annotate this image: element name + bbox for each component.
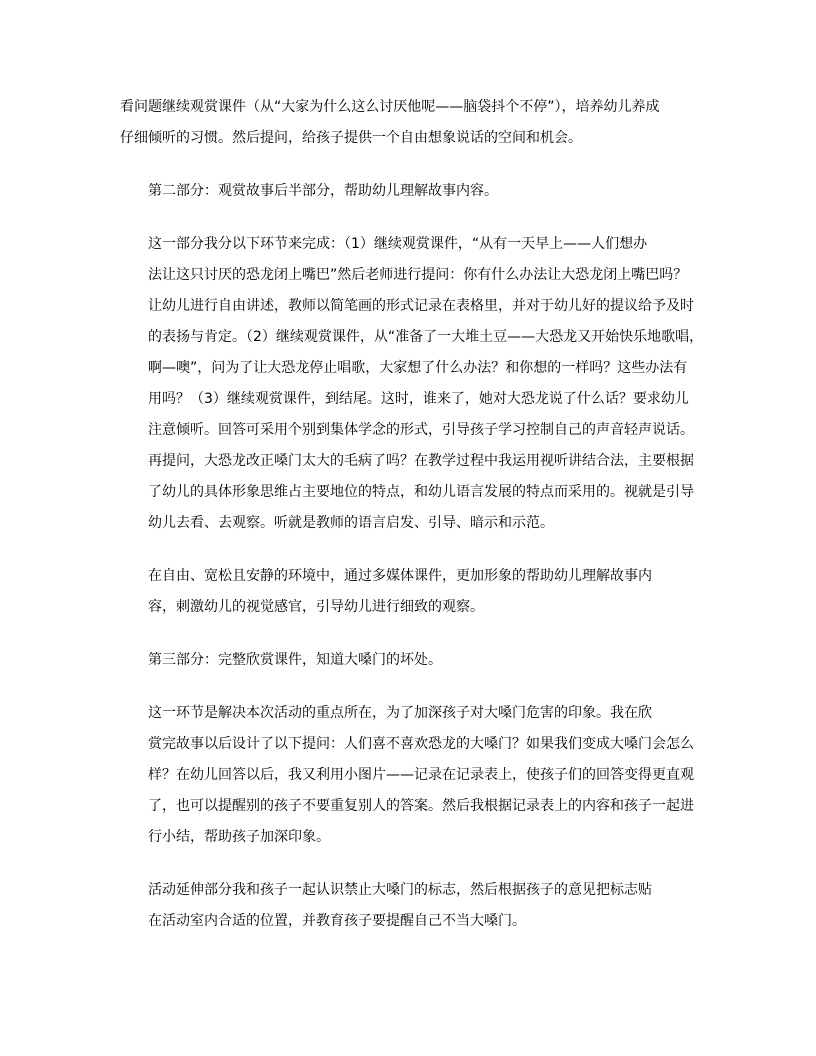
document-page bbox=[120, 92, 704, 959]
text-line: 赏完故事以后设计了以下提问：人们喜不喜欢恐龙的大嗓门？如果我们变成大嗓门会怎么 bbox=[148, 736, 694, 752]
text-line: 用吗？（3）继续观赏课件，到结尾。这时，谁来了，她对大恐龙说了什么话？要求幼儿 bbox=[148, 391, 689, 407]
paragraph-environment bbox=[120, 561, 698, 623]
text-line: 让幼儿进行自由讲述，教师以简笔画的形式记录在表格里，并对于幼儿好的提议给予及时 bbox=[148, 298, 694, 314]
text-line: 第二部分：观赏故事后半部分，帮助幼儿理解故事内容。 bbox=[148, 183, 498, 199]
text-line: 看问题继续观赏课件（从“大家为什么这么讨厌他呢——脑袋抖个不停”），培养幼儿养成 bbox=[120, 99, 660, 115]
paragraph-intro-continuation bbox=[120, 92, 698, 154]
text-line: 注意倾听。回答可采用个别到集体学念的形式，引导孩子学习控制自己的声音轻声说话。 bbox=[148, 422, 694, 438]
text-line: 这一部分我分以下环节来完成：（1）继续观赏课件，“从有一天早上——人们想办 bbox=[148, 236, 648, 252]
text-line: 再提问，大恐龙改正嗓门太大的毛病了吗？在教学过程中我运用视听讲结合法，主要根据 bbox=[148, 453, 694, 469]
paragraph-extension-activity bbox=[120, 875, 698, 937]
section-heading-part-two bbox=[120, 176, 698, 207]
paragraph-part-three-focus bbox=[120, 698, 698, 853]
text-line: 了，也可以提醒别的孩子不要重复别人的答案。然后我根据记录表上的内容和孩子一起进 bbox=[148, 798, 694, 814]
text-line: 了幼儿的具体形象思维占主要地位的特点，和幼儿语言发展的特点而采用的。视就是引导 bbox=[148, 484, 694, 500]
text-line: 在自由、宽松且安静的环境中，通过多媒体课件，更加形象的帮助幼儿理解故事内 bbox=[148, 568, 652, 584]
text-line: 活动延伸部分我和孩子一起认识禁止大嗓门的标志，然后根据孩子的意见把标志贴 bbox=[148, 882, 652, 898]
text-line: 样？在幼儿回答以后，我又利用小图片——记录在记录表上，使孩子们的回答变得更直观 bbox=[148, 767, 694, 783]
text-line: 容，刺激幼儿的视觉感官，引导幼儿进行细致的观察。 bbox=[148, 599, 484, 615]
text-line: 仔细倾听的习惯。然后提问，给孩子提供一个自由想象说话的空间和机会。 bbox=[120, 130, 582, 146]
paragraph-part-two-steps bbox=[120, 229, 704, 539]
text-line: 法让这只讨厌的恐龙闭上嘴巴”然后老师进行提问：你有什么办法让大恐龙闭上嘴巴吗？ bbox=[148, 267, 688, 283]
text-line: 的表扬与肯定。（2）继续观赏课件，从“准备了一大堆土豆——大恐龙又开始快乐地歌唱， bbox=[148, 329, 704, 345]
section-heading-part-three bbox=[120, 645, 698, 676]
text-line: 这一环节是解决本次活动的重点所在，为了加深孩子对大嗓门危害的印象。我在欣 bbox=[148, 705, 652, 721]
text-line: 第三部分：完整欣赏课件，知道大嗓门的坏处。 bbox=[148, 652, 442, 668]
text-line: 幼儿去看、去观察。听就是教师的语言启发、引导、暗示和示范。 bbox=[148, 515, 554, 531]
text-line: 啊—噢”，问为了让大恐龙停止唱歌，大家想了什么办法？和你想的一样吗？这些办法有 bbox=[148, 360, 688, 376]
text-line: 在活动室内合适的位置，并教育孩子要提醒自己不当大嗓门。 bbox=[148, 913, 526, 929]
text-line: 行小结，帮助孩子加深印象。 bbox=[148, 829, 330, 845]
